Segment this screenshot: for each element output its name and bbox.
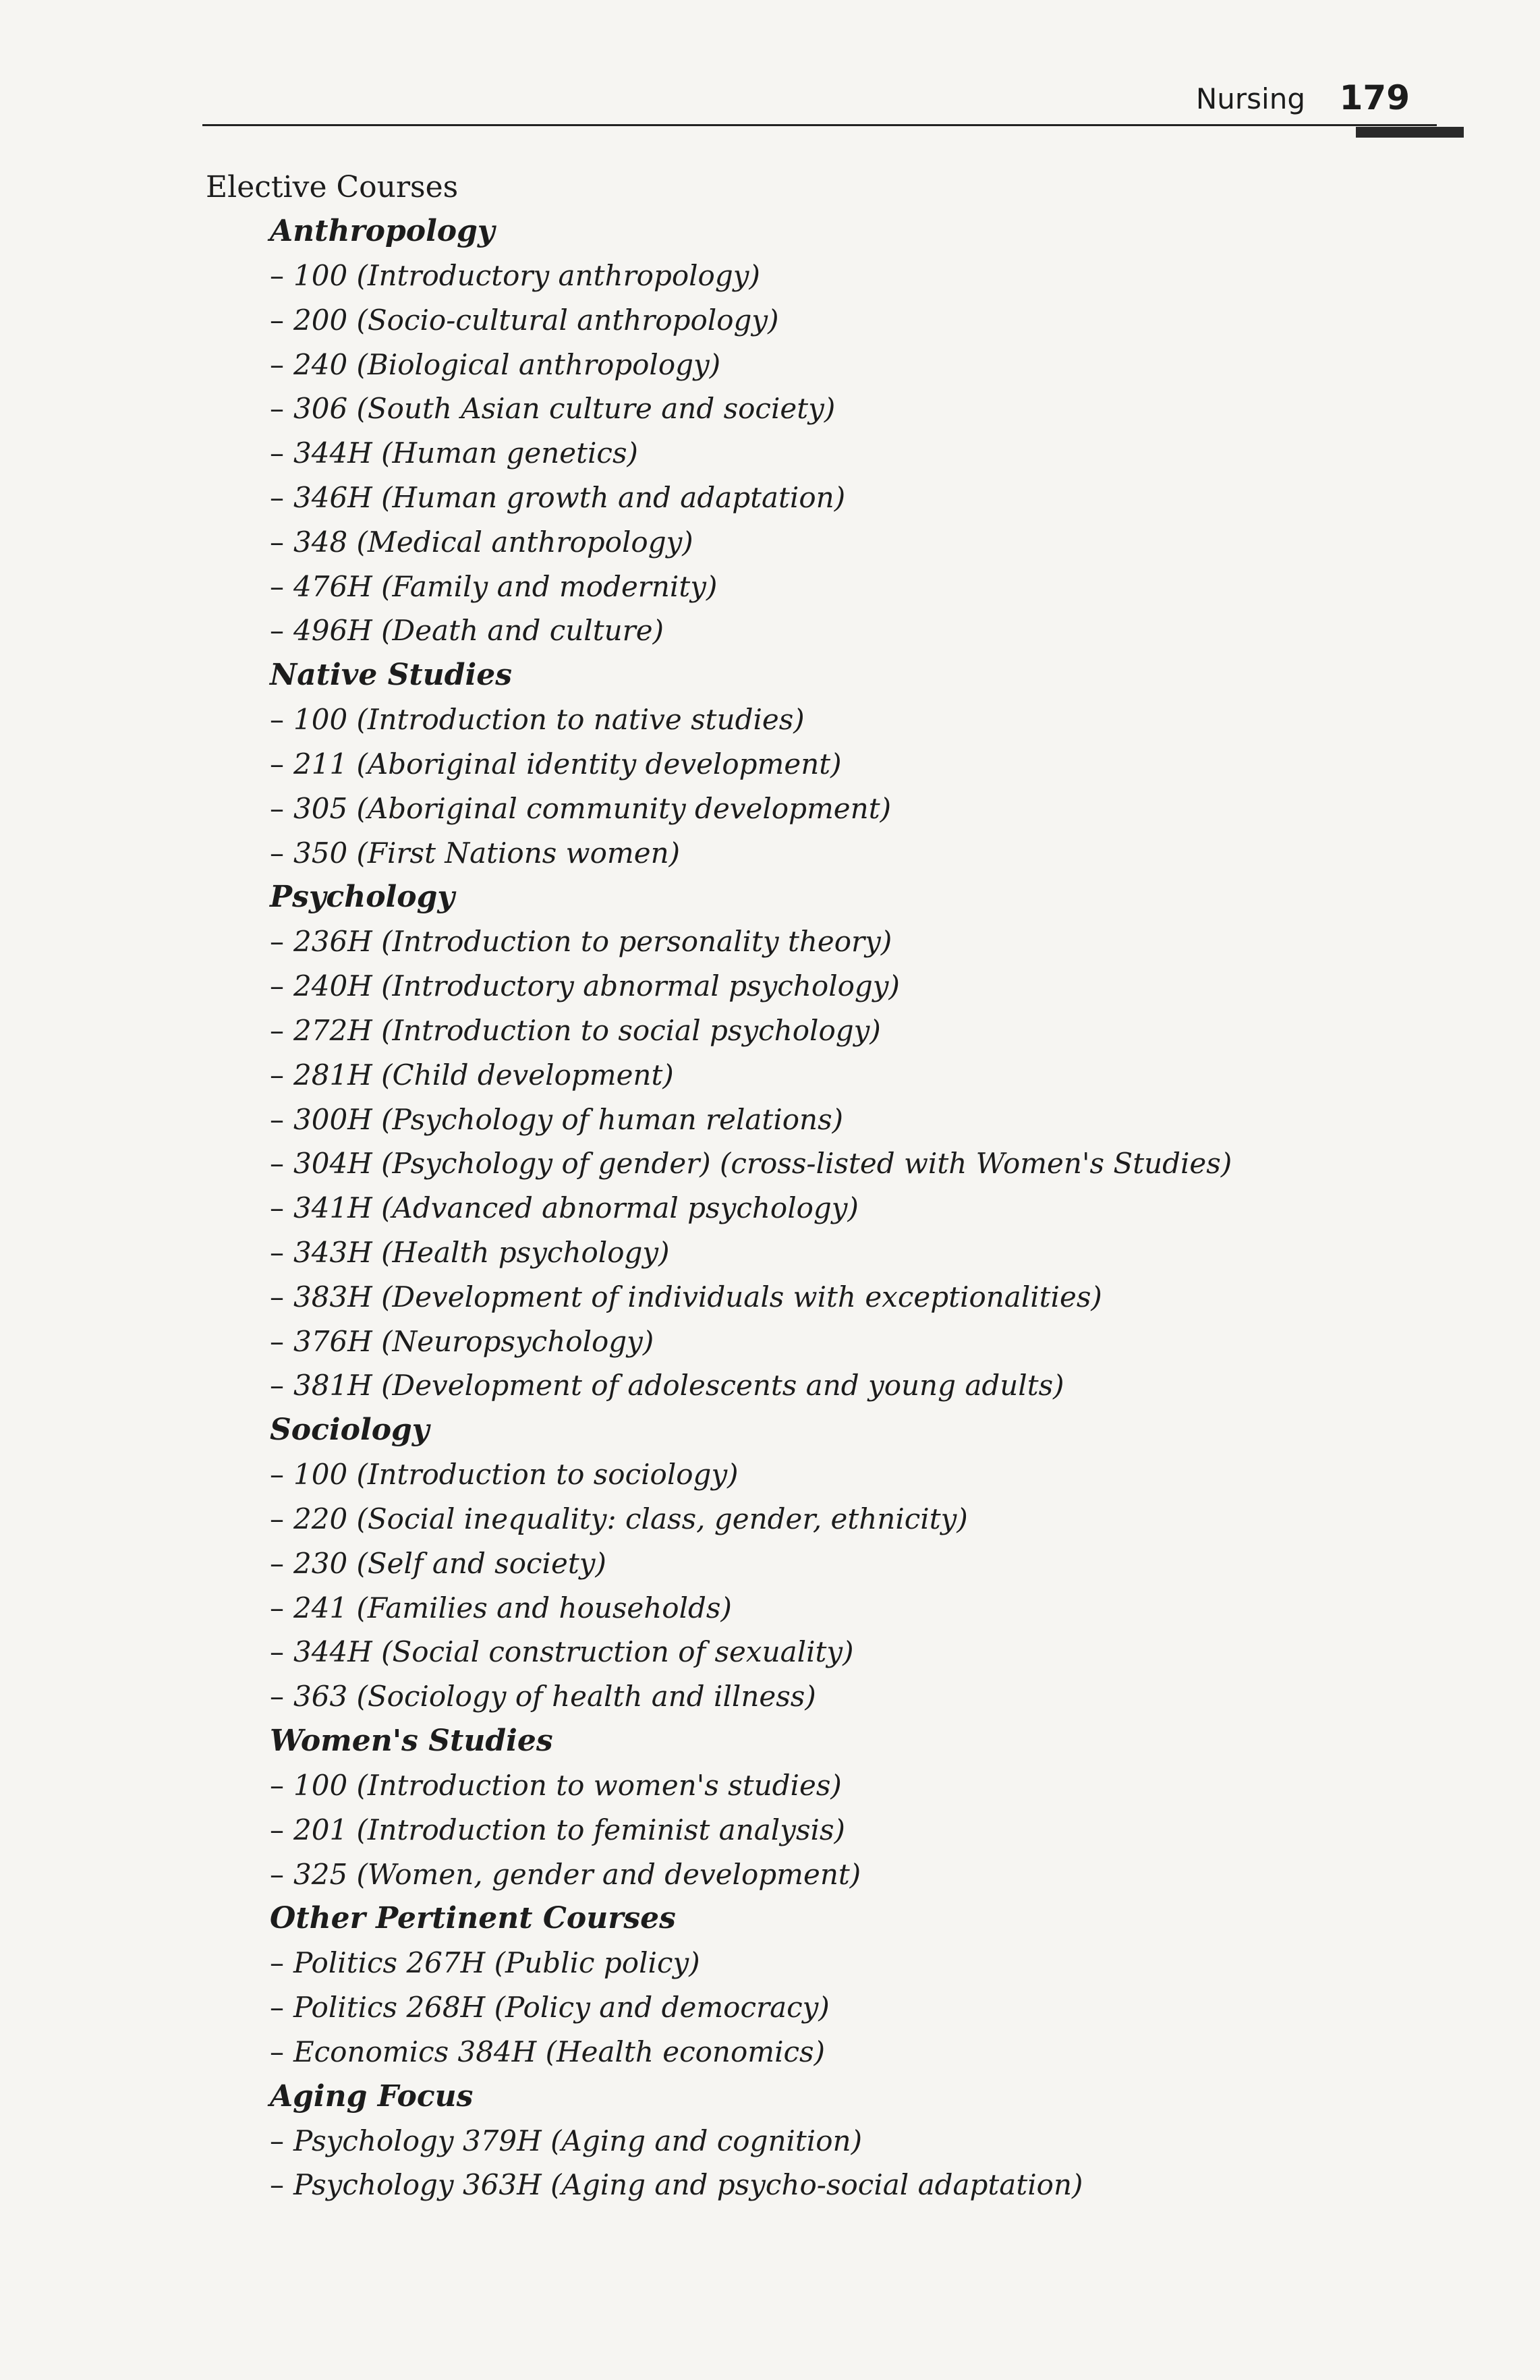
course-label: 305 (Aboriginal community development) [293,791,891,825]
list-dash: – [270,703,284,737]
course-item [270,1808,1352,1852]
course-label: 240 (Biological anthropology) [293,347,721,381]
course-label: 476H (Family and modernity) [293,569,718,603]
course-list [270,1452,1352,1719]
course-item [270,1275,1352,1320]
group-title: Aging Focus [270,2078,474,2114]
course-item [270,343,1352,387]
course-label: 344H (Social construction of sexuality) [293,1635,854,1669]
course-label: 350 (First Nations women) [293,836,681,870]
course-label: 496H (Death and culture) [293,614,664,648]
course-label: Psychology 379H (Aging and cognition) [293,2124,862,2157]
course-item [270,1630,1352,1674]
course-item [270,919,1352,964]
course-group-sociology [270,1408,1352,1719]
course-item [270,298,1352,343]
course-item [270,387,1352,431]
course-item [270,831,1352,876]
course-label: 200 (Socio-cultural anthropology) [293,303,779,337]
course-item [270,1009,1352,1053]
list-dash: – [270,1502,284,1535]
course-item [270,1541,1352,1586]
course-list [270,919,1352,1408]
course-item [270,1098,1352,1142]
course-label: 343H (Health psychology) [293,1235,670,1269]
list-dash: – [270,1991,284,2024]
course-list [270,1763,1352,1896]
list-dash: – [270,1946,284,1980]
course-item [270,565,1352,609]
course-item [270,742,1352,787]
list-dash: – [270,2168,284,2202]
course-list [270,2119,1352,2208]
list-dash: – [270,1813,284,1846]
list-dash: – [270,1191,284,1225]
list-dash: – [270,436,284,470]
course-label: 241 (Families and households) [293,1591,732,1624]
course-label: 363 (Sociology of health and illness) [293,1680,816,1713]
list-dash: – [270,1058,284,1092]
course-item [270,520,1352,565]
course-item [270,1763,1352,1808]
group-title: Other Pertinent Courses [270,1901,676,1936]
course-item [270,1053,1352,1098]
group-title: Sociology [270,1413,430,1448]
course-list [270,254,1352,653]
course-label: 281H (Child development) [293,1058,674,1092]
course-group-psychology [270,875,1352,1408]
list-dash: – [270,1458,284,1492]
course-label: 240H (Introductory abnormal psychology) [293,969,900,1003]
list-dash: – [270,480,284,514]
course-item [270,1985,1352,2030]
course-item [270,608,1352,653]
course-label: 201 (Introduction to feminist analysis) [293,1813,845,1846]
course-label: 100 (Introduction to native studies) [293,703,805,737]
list-dash: – [270,614,284,648]
course-list [270,1941,1352,2074]
header-tab-marker [1356,127,1464,138]
list-dash: – [270,2124,284,2157]
list-dash: – [270,1680,284,1713]
course-label: Politics 268H (Policy and democracy) [293,1991,830,2024]
list-dash: – [270,2035,284,2068]
group-title: Psychology [270,880,455,915]
course-group-women-s-studies [270,1719,1352,1896]
list-dash: – [270,747,284,781]
course-item [270,1852,1352,1897]
page-number: 179 [1339,78,1410,117]
course-label: 230 (Self and society) [293,1546,606,1580]
list-dash: – [270,1369,284,1402]
group-title: Native Studies [270,658,512,693]
course-group-aging-focus [270,2074,1352,2208]
course-item [270,787,1352,831]
course-label: 376H (Neuropsychology) [293,1324,654,1358]
course-label: 100 (Introduction to women's studies) [293,1768,842,1802]
course-label: 325 (Women, gender and development) [293,1857,861,1891]
course-item [270,1674,1352,1719]
course-group-anthropology [270,209,1352,653]
list-dash: – [270,259,284,292]
course-label: 341H (Advanced abnormal psychology) [293,1191,859,1225]
course-item [270,254,1352,298]
list-dash: – [270,1324,284,1358]
course-label: 304H (Psychology of gender) (cross-listed with Women's Studies) [293,1147,1232,1181]
course-group-other-pertinent-courses [270,1896,1352,2074]
course-label: Economics 384H (Health economics) [293,2035,825,2068]
header-section-title: Nursing [1195,82,1305,115]
course-label: 346H (Human growth and adaptation) [293,480,846,514]
course-item [270,2163,1352,2207]
header-rule [202,124,1437,126]
list-dash: – [270,836,284,870]
course-item [270,1230,1352,1275]
list-dash: – [270,303,284,337]
list-dash: – [270,1546,284,1580]
course-item [270,1941,1352,1985]
course-label: 381H (Development of adolescents and young adults) [293,1369,1064,1402]
course-item [270,1452,1352,1497]
course-label: 348 (Medical anthropology) [293,525,693,559]
course-item [270,2119,1352,2163]
course-item [270,431,1352,476]
list-dash: – [270,1235,284,1269]
course-label: Psychology 363H (Aging and psycho-social adaptation) [293,2168,1083,2202]
page-header [202,74,1437,135]
list-dash: – [270,791,284,825]
course-item [270,1186,1352,1230]
list-dash: – [270,1857,284,1891]
course-list [270,698,1352,875]
course-item [270,1363,1352,1408]
list-dash: – [270,925,284,959]
list-dash: – [270,1147,284,1181]
course-item [270,2030,1352,2074]
course-label: 100 (Introductory anthropology) [293,259,760,292]
list-dash: – [270,1102,284,1136]
course-group-native-studies [270,653,1352,875]
course-label: 220 (Social inequality: class, gender, ethnicity) [293,1502,968,1535]
course-label: Politics 267H (Public policy) [293,1946,700,1980]
course-label: 236H (Introduction to personality theory) [293,925,892,959]
course-item [270,698,1352,742]
course-label: 272H (Introduction to social psychology) [293,1013,881,1047]
course-label: 211 (Aboriginal identity development) [293,747,842,781]
list-dash: – [270,1768,284,1802]
group-title: Women's Studies [270,1723,553,1758]
elective-courses-section [206,166,1352,2207]
course-item [270,1320,1352,1364]
course-label: 306 (South Asian culture and society) [293,392,836,426]
list-dash: – [270,1280,284,1313]
course-item [270,476,1352,520]
course-groups [270,209,1352,2207]
course-item [270,1586,1352,1631]
list-dash: – [270,1591,284,1624]
list-dash: – [270,347,284,381]
course-label: 100 (Introduction to sociology) [293,1458,739,1492]
course-label: 344H (Human genetics) [293,436,638,470]
course-label: 383H (Development of individuals with exceptionalities) [293,1280,1102,1313]
section-heading: Elective Courses [206,170,459,204]
list-dash: – [270,525,284,559]
course-label: 300H (Psychology of human relations) [293,1102,844,1136]
course-item [270,1497,1352,1541]
course-item [270,964,1352,1009]
list-dash: – [270,1013,284,1047]
list-dash: – [270,569,284,603]
list-dash: – [270,1635,284,1669]
list-dash: – [270,392,284,426]
list-dash: – [270,969,284,1003]
group-title: Anthropology [270,214,495,248]
course-item [270,1141,1352,1186]
